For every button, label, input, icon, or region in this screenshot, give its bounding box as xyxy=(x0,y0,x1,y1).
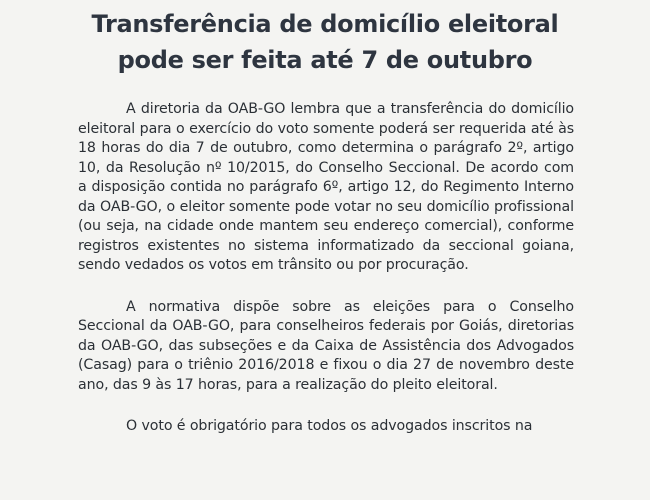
article-title-line-1: Transferência de domicílio eleitoral xyxy=(91,10,559,38)
article-title xyxy=(60,6,590,78)
article-body xyxy=(78,100,574,459)
article-title-line-2: pode ser feita até 7 de outubro xyxy=(117,46,533,74)
paragraph-3: O voto é obrigatório para todos os advogados inscritos na xyxy=(126,418,533,434)
paragraph-2: A normativa dispõe sobre as eleições para o Conselho Seccional da OAB-GO, para conselheiros federais por Goiás, diretorias da OAB-GO, das subseções e da Caixa de Assistência dos Advogados (Casag) para o triênio 2016/2018 e fixou o dia 27 de novembro deste ano, das 9 às 17 horas, para a realização do pleito eleitoral. xyxy=(78,298,574,393)
paragraph-1: A diretoria da OAB-GO lembra que a transferência do domicílio eleitoral para o exercício do voto somente poderá ser requerida até às 18 horas do dia 7 de outubro, como determina o parágrafo 2º, artigo 10, da Resolução nº 10/2015, do Conselho Seccional. De acordo com a disposição contida no parágrafo 6º, artigo 12, do Regimento Interno da OAB-GO, o eleitor somente pode votar no seu domicílio profissional (ou seja, na cidade onde mantem seu endereço comercial), conforme registros existentes no sistema informatizado da seccional goiana, sendo vedados os votos em trânsito ou por procuração. xyxy=(78,101,574,273)
